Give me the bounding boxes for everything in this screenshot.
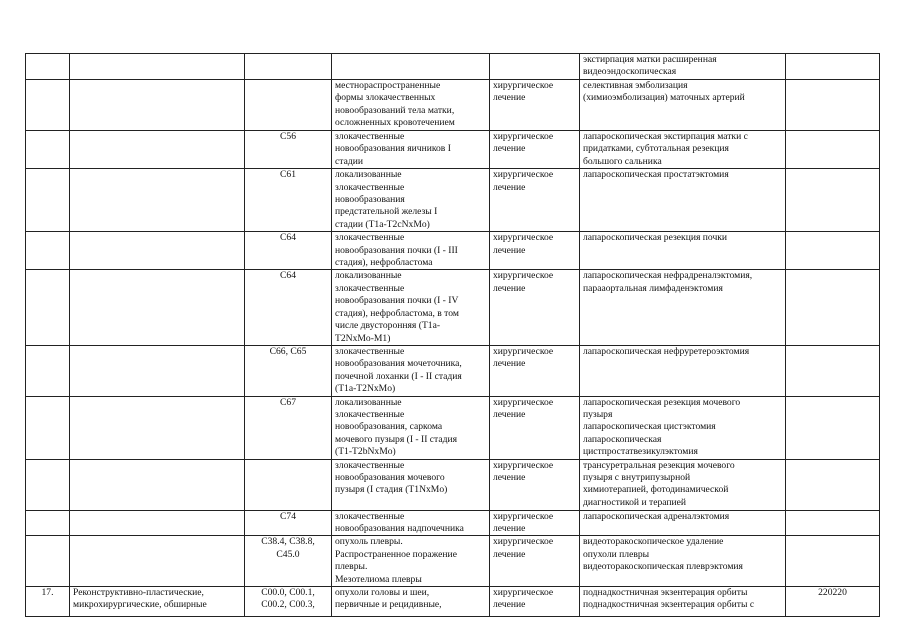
- treatment-method-line: парааортальная лимфаденэктомия: [583, 282, 723, 294]
- row-number-cell: [26, 459, 70, 510]
- diagnosis-line: мочевого пузыря (I - II стадия: [335, 433, 458, 445]
- diagnosis-line: Распространенное поражение: [335, 548, 457, 560]
- icd-codes-line: C00.0, C00.1,: [261, 587, 315, 598]
- diagnosis-line: осложненных кровотечением: [335, 117, 455, 129]
- treatment-type-line: лечение: [493, 143, 526, 155]
- treatment-type-line: лечение: [493, 358, 526, 370]
- diagnosis-line: новообразования почки (I - IV: [335, 295, 459, 307]
- treatment-method-line: лапароскопическая резекция почки: [583, 232, 728, 244]
- diagnosis-line: опухоль плевры.: [335, 536, 403, 548]
- treatment-type-line: лечение: [493, 599, 526, 611]
- diagnosis-cell: [332, 270, 490, 345]
- table-row: [26, 510, 880, 536]
- icd-codes-line: C61: [280, 169, 296, 181]
- table-row: [26, 169, 880, 232]
- treatment-type-line: хирургическое: [493, 131, 554, 142]
- treatment-method-cell: [580, 396, 786, 459]
- procedure-group-name-cell: [70, 80, 245, 131]
- treatment-type-line: лечение: [493, 92, 526, 104]
- icd-codes-cell: [245, 510, 332, 536]
- diagnosis-line: злокачественные: [335, 282, 405, 294]
- treatment-method-line: лапароскопическая нефрадреналэктомия,: [583, 270, 753, 282]
- diagnosis-cell: [332, 345, 490, 396]
- procedure-group-name-cell: [70, 396, 245, 459]
- row-number-cell: [26, 80, 70, 131]
- treatment-method-line: поднадкостничная экзентерация орбиты: [583, 587, 748, 598]
- treatment-method-line: пузыря с внутрипузырной: [583, 471, 691, 483]
- icd-codes-cell: [245, 270, 332, 345]
- cost-norm-cell: [786, 345, 880, 396]
- diagnosis-line: Мезотелиома плевры: [335, 573, 422, 585]
- diagnosis-line: злокачественные: [335, 232, 405, 244]
- diagnosis-cell: [332, 54, 490, 80]
- table-row: [26, 232, 880, 270]
- diagnosis-cell: [332, 131, 490, 169]
- procedure-group-name-cell: [70, 169, 245, 232]
- procedure-group-name-cell: [70, 54, 245, 80]
- table-row: [26, 396, 880, 459]
- treatment-method-line: лапароскопическая нефруретероэктомия: [583, 345, 750, 357]
- row-number-cell: [26, 270, 70, 345]
- diagnosis-line: стадии (T1a-T2cNxMo): [335, 218, 430, 230]
- treatment-type-line: лечение: [493, 181, 526, 193]
- icd-codes-cell: [245, 396, 332, 459]
- procedure-group-name-cell: [70, 131, 245, 169]
- table-row: [26, 459, 880, 510]
- diagnosis-line: числе двусторонняя (T1a-: [335, 320, 441, 332]
- table-row: [26, 270, 880, 345]
- treatment-method-line: селективная эмболизация: [583, 80, 688, 91]
- diagnosis-line: новообразования мочеточника,: [335, 358, 462, 370]
- row-number-cell: 17.: [26, 587, 70, 617]
- treatment-type-line: лечение: [493, 471, 526, 483]
- diagnosis-cell: [332, 510, 490, 536]
- treatment-type-line: лечение: [493, 282, 526, 294]
- cost-norm-cell: [786, 232, 880, 270]
- treatment-type-line: лечение: [493, 244, 526, 256]
- treatment-method-line: лапароскопическая экстирпация матки с: [583, 131, 748, 142]
- table-row: [26, 131, 880, 169]
- diagnosis-line: злокачественные: [335, 408, 405, 420]
- row-number-cell: [26, 536, 70, 587]
- treatment-method-cell: [580, 345, 786, 396]
- icd-codes-line: C64: [280, 270, 296, 282]
- diagnosis-cell: [332, 587, 490, 617]
- diagnosis-cell: [332, 459, 490, 510]
- diagnosis-line: первичные и рецидивные,: [335, 599, 442, 611]
- icd-codes-line: C66, C65: [269, 345, 307, 357]
- treatment-type-cell: [490, 459, 580, 510]
- cost-norm-cell: [786, 536, 880, 587]
- cost-norm-cell: 220220: [786, 587, 880, 617]
- treatment-method-line: химиотерапией, фотодинамической: [583, 484, 729, 496]
- treatment-type-cell: [490, 169, 580, 232]
- treatment-type-cell: [490, 345, 580, 396]
- diagnosis-line: стадии: [335, 155, 363, 167]
- treatment-method-line: (химиоэмболизация) маточных артерий: [583, 92, 745, 104]
- icd-codes-line: C56: [280, 131, 296, 142]
- treatment-method-line: придатками, субтотальная резекция: [583, 143, 729, 155]
- treatment-type-line: лечение: [493, 522, 526, 534]
- treatment-method-line: пузыря: [583, 408, 613, 420]
- table-row: [26, 587, 880, 617]
- diagnosis-line: новообразования, саркома: [335, 421, 443, 433]
- diagnosis-line: T2NxMo-M1): [335, 332, 391, 344]
- row-number-cell: [26, 396, 70, 459]
- diagnosis-line: новообразования мочевого: [335, 471, 445, 483]
- treatment-method-cell: [580, 169, 786, 232]
- diagnosis-line: новообразования надпочечника: [335, 522, 464, 534]
- treatment-method-line: лапароскопическая простатэктомия: [583, 169, 729, 181]
- row-number-cell: [26, 510, 70, 536]
- treatment-type-cell: [490, 536, 580, 587]
- treatment-type-line: хирургическое: [493, 232, 554, 244]
- diagnosis-line: стадия), нефробластома, в том: [335, 307, 459, 319]
- row-number-cell: [26, 345, 70, 396]
- cost-norm-cell: [786, 169, 880, 232]
- row-number-cell: [26, 232, 70, 270]
- cost-norm-cell: [786, 510, 880, 536]
- diagnosis-line: (T1a-T2NxMo): [335, 383, 396, 395]
- treatment-type-cell: [490, 232, 580, 270]
- diagnosis-line: опухоли головы и шеи,: [335, 587, 430, 598]
- icd-codes-line: C45.0: [276, 548, 300, 560]
- icd-codes-cell: [245, 345, 332, 396]
- treatment-method-line: цистпростатвезикулэктомия: [583, 446, 698, 458]
- icd-codes-line: C74: [280, 510, 296, 522]
- diagnosis-line: плевры.: [335, 561, 368, 573]
- table-row: [26, 536, 880, 587]
- procedure-group-name-cell: [70, 510, 245, 536]
- diagnosis-line: новообразований тела матки,: [335, 104, 455, 116]
- row-number-cell: [26, 54, 70, 80]
- treatment-method-line: лапароскопическая адреналэктомия: [583, 510, 730, 522]
- table-row: [26, 345, 880, 396]
- diagnosis-line: новообразования почки (I - III: [335, 244, 458, 256]
- diagnosis-line: злокачественные: [335, 131, 405, 142]
- treatment-type-line: хирургическое: [493, 169, 554, 181]
- diagnosis-cell: [332, 396, 490, 459]
- diagnosis-line: (T1-T2bNxMo): [335, 446, 396, 458]
- treatment-method-cell: [580, 80, 786, 131]
- table-body: [26, 54, 880, 617]
- treatment-type-line: хирургическое: [493, 396, 554, 408]
- diagnosis-line: пузыря (I стадия (T1NxMo): [335, 484, 448, 496]
- treatment-method-line: трансуретральная резекция мочевого: [583, 459, 735, 471]
- treatment-method-cell: [580, 510, 786, 536]
- treatment-method-cell: [580, 131, 786, 169]
- diagnosis-cell: [332, 536, 490, 587]
- row-number-cell: [26, 131, 70, 169]
- treatment-type-cell: [490, 131, 580, 169]
- treatment-method-line: видеоэндоскопическая: [583, 66, 677, 78]
- treatment-type-line: хирургическое: [493, 80, 554, 91]
- treatment-method-line: лапароскопическая резекция мочевого: [583, 396, 741, 408]
- icd-codes-line: C67: [280, 396, 296, 408]
- treatment-method-line: поднадкостничная экзентерация орбиты с: [583, 599, 755, 611]
- procedure-group-name-line: Реконструктивно-пластические,: [73, 587, 204, 598]
- treatment-type-line: хирургическое: [493, 345, 554, 357]
- treatment-type-cell: [490, 396, 580, 459]
- diagnosis-line: стадия), нефробластома: [335, 257, 433, 269]
- diagnosis-cell: [332, 80, 490, 131]
- treatment-type-cell: [490, 54, 580, 80]
- diagnosis-line: местнораспространенные: [335, 80, 441, 91]
- treatment-type-cell: [490, 270, 580, 345]
- icd-codes-cell: [245, 131, 332, 169]
- diagnosis-line: формы злокачественных: [335, 92, 436, 104]
- treatment-method-line: видеоторакоскопическое удаление: [583, 536, 724, 548]
- diagnosis-line: злокачественные: [335, 181, 405, 193]
- icd-codes-cell: [245, 54, 332, 80]
- table-row: [26, 54, 880, 80]
- diagnosis-line: предстательной железы I: [335, 206, 438, 218]
- diagnosis-line: новообразования яичников I: [335, 143, 451, 155]
- diagnosis-line: злокачественные: [335, 345, 405, 357]
- cost-norm-cell: [786, 54, 880, 80]
- diagnosis-line: злокачественные: [335, 459, 405, 471]
- procedure-group-name-line: микрохирургические, обширные: [73, 599, 207, 611]
- procedure-group-name-cell: [70, 587, 245, 617]
- treatment-method-line: большого сальника: [583, 155, 662, 167]
- diagnosis-line: локализованные: [335, 270, 402, 282]
- diagnosis-line: почечной лоханки (I - II стадия: [335, 370, 462, 382]
- treatment-type-line: хирургическое: [493, 587, 554, 598]
- cost-norm-cell: [786, 396, 880, 459]
- cost-norm-cell: [786, 459, 880, 510]
- cost-norm-cell: [786, 270, 880, 345]
- diagnosis-line: злокачественные: [335, 510, 405, 522]
- diagnosis-cell: [332, 232, 490, 270]
- icd-codes-line: C00.2, C00.3,: [261, 599, 315, 611]
- procedure-group-name-cell: [70, 459, 245, 510]
- treatment-type-line: лечение: [493, 548, 526, 560]
- icd-codes-line: C64: [280, 232, 296, 244]
- treatment-method-line: опухоли плевры: [583, 548, 650, 560]
- procedures-table: [25, 53, 880, 617]
- treatment-method-cell: [580, 536, 786, 587]
- treatment-type-cell: [490, 80, 580, 131]
- procedure-group-name-cell: [70, 270, 245, 345]
- icd-codes-line: C38.4, C38.8,: [261, 536, 315, 548]
- treatment-type-line: хирургическое: [493, 459, 554, 471]
- treatment-method-line: экстирпация матки расширенная: [583, 54, 717, 65]
- treatment-method-cell: [580, 459, 786, 510]
- treatment-method-cell: [580, 270, 786, 345]
- treatment-method-line: лапароскопическая цистэктомия: [583, 421, 716, 433]
- row-number-cell: [26, 169, 70, 232]
- procedure-group-name-cell: [70, 232, 245, 270]
- diagnosis-line: новообразования: [335, 194, 405, 206]
- table-row: [26, 80, 880, 131]
- icd-codes-cell: [245, 169, 332, 232]
- treatment-method-line: диагностикой и терапией: [583, 496, 687, 508]
- treatment-method-cell: [580, 54, 786, 80]
- icd-codes-cell: [245, 587, 332, 617]
- treatment-type-cell: [490, 510, 580, 536]
- icd-codes-cell: [245, 80, 332, 131]
- treatment-method-cell: [580, 587, 786, 617]
- treatment-method-cell: [580, 232, 786, 270]
- treatment-type-line: хирургическое: [493, 270, 554, 282]
- treatment-type-line: лечение: [493, 408, 526, 420]
- diagnosis-cell: [332, 169, 490, 232]
- cost-norm-cell: [786, 131, 880, 169]
- icd-codes-cell: [245, 536, 332, 587]
- treatment-type-line: хирургическое: [493, 536, 554, 548]
- treatment-method-line: видеоторакоскопическая плеврэктомия: [583, 561, 743, 573]
- treatment-method-line: лапароскопическая: [583, 433, 662, 445]
- treatment-type-cell: [490, 587, 580, 617]
- icd-codes-cell: [245, 232, 332, 270]
- procedure-group-name-cell: [70, 536, 245, 587]
- diagnosis-line: локализованные: [335, 169, 402, 181]
- diagnosis-line: локализованные: [335, 396, 402, 408]
- icd-codes-cell: [245, 459, 332, 510]
- cost-norm-cell: [786, 80, 880, 131]
- treatment-type-line: хирургическое: [493, 510, 554, 522]
- procedure-group-name-cell: [70, 345, 245, 396]
